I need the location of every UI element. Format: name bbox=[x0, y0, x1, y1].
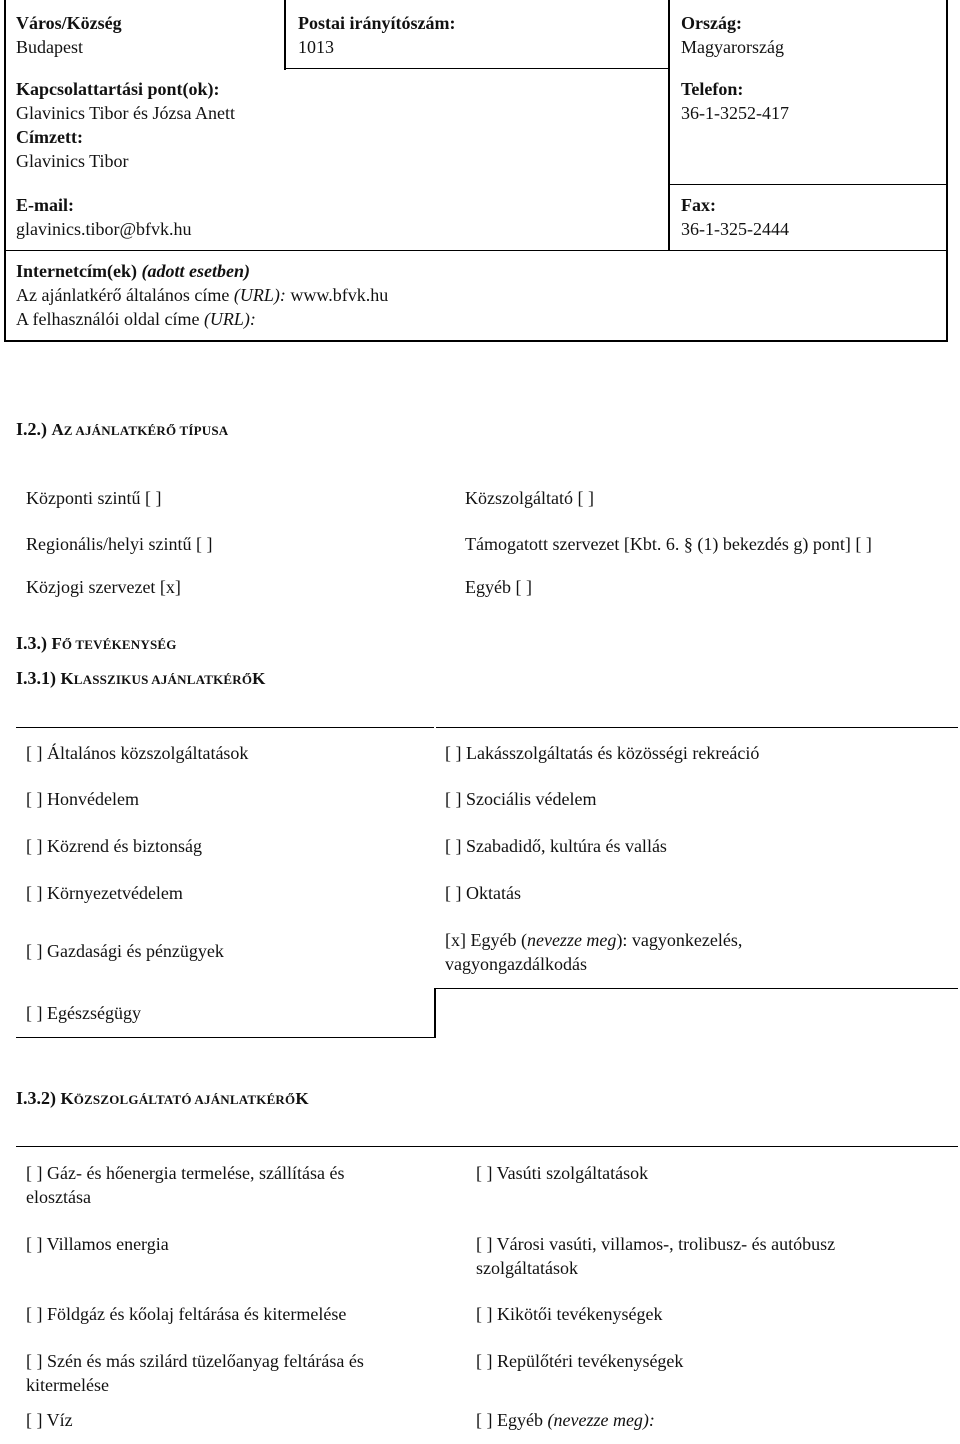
country-value: Magyarország bbox=[681, 37, 784, 57]
list-item: [ ] Lakásszolgáltatás és közösségi rekreáció bbox=[445, 743, 760, 763]
list-item-cont: szolgáltatások bbox=[476, 1258, 578, 1278]
list-item: [ ] Víz bbox=[26, 1410, 73, 1430]
type-item: Regionális/helyi szintű [ ] bbox=[26, 534, 213, 554]
type-item: Központi szintű [ ] bbox=[26, 488, 162, 508]
section-i31-heading: I.3.1) KLASSZIKUS AJÁNLATKÉRŐK bbox=[16, 668, 266, 688]
section-i32-heading: I.3.2) KÖZSZOLGÁLTATÓ AJÁNLATKÉRŐK bbox=[16, 1088, 309, 1108]
list-item-cont: elosztása bbox=[26, 1187, 91, 1207]
city-value: Budapest bbox=[16, 37, 83, 57]
list-item: [ ] Környezetvédelem bbox=[26, 883, 183, 903]
list-item: [ ] Általános közszolgáltatások bbox=[26, 743, 249, 763]
section-i3-heading: I.3.) FŐ TEVÉKENYSÉG bbox=[16, 633, 177, 653]
list-item: [ ] Repülőtéri tevékenységek bbox=[476, 1351, 684, 1371]
country-label: Ország: bbox=[681, 13, 742, 33]
postal-value: 1013 bbox=[298, 37, 334, 57]
list-item-other-cont: vagyongazdálkodás bbox=[445, 954, 587, 974]
list-item: [ ] Vasúti szolgáltatások bbox=[476, 1163, 649, 1183]
user-url: A felhasználói oldal címe (URL): bbox=[16, 309, 256, 329]
list-item: [ ] Szociális védelem bbox=[445, 789, 597, 809]
fax-label: Fax: bbox=[681, 195, 716, 215]
list-item: [ ] Oktatás bbox=[445, 883, 521, 903]
list-item: [ ] Gáz- és hőenergia termelése, szállítása és bbox=[26, 1163, 345, 1183]
list-item: [ ] Kikötői tevékenységek bbox=[476, 1304, 663, 1324]
city-label: Város/Község bbox=[16, 13, 122, 33]
type-item: Közjogi szervezet [x] bbox=[26, 577, 181, 597]
email-value: glavinics.tibor@bfvk.hu bbox=[16, 219, 192, 239]
section-i2-heading: I.2.) AZ AJÁNLATKÉRŐ TÍPUSA bbox=[16, 419, 229, 439]
phone-value: 36-1-3252-417 bbox=[681, 103, 789, 123]
list-item: [ ] Földgáz és kőolaj feltárása és kitermelése bbox=[26, 1304, 347, 1324]
postal-label: Postai irányítószám: bbox=[298, 13, 456, 33]
list-item: [ ] Szabadidő, kultúra és vallás bbox=[445, 836, 667, 856]
list-item: [ ] Gazdasági és pénzügyek bbox=[26, 941, 224, 961]
list-item-cont: kitermelése bbox=[26, 1375, 109, 1395]
list-item: [ ] Városi vasúti, villamos-, trolibusz- és autóbusz bbox=[476, 1234, 836, 1254]
list-item: [ ] Közrend és biztonság bbox=[26, 836, 202, 856]
type-item: Közszolgáltató [ ] bbox=[465, 488, 594, 508]
email-label: E-mail: bbox=[16, 195, 74, 215]
list-item-other: [ ] Egyéb (nevezze meg): bbox=[476, 1410, 655, 1430]
list-item: [ ] Szén és más szilárd tüzelőanyag feltárása és bbox=[26, 1351, 364, 1371]
general-url: Az ajánlatkérő általános címe (URL): www.bfvk.hu bbox=[16, 285, 389, 305]
internet-heading: Internetcím(ek) (adott esetben) bbox=[16, 261, 250, 281]
contact-points-value: Glavinics Tibor és Józsa Anett bbox=[16, 103, 235, 123]
addressee-value: Glavinics Tibor bbox=[16, 151, 129, 171]
addressee-label: Címzett: bbox=[16, 127, 83, 147]
list-item: [ ] Honvédelem bbox=[26, 789, 139, 809]
type-item: Támogatott szervezet [Kbt. 6. § (1) bekezdés g) pont] [ ] bbox=[465, 534, 872, 554]
type-item: Egyéb [ ] bbox=[465, 577, 532, 597]
list-item: [ ] Egészségügy bbox=[26, 1003, 141, 1023]
list-item-other: [x] Egyéb (nevezze meg): vagyonkezelés, bbox=[445, 930, 743, 950]
fax-value: 36-1-325-2444 bbox=[681, 219, 789, 239]
phone-label: Telefon: bbox=[681, 79, 744, 99]
contact-points-label: Kapcsolattartási pont(ok): bbox=[16, 79, 220, 99]
list-item: [ ] Villamos energia bbox=[26, 1234, 169, 1254]
